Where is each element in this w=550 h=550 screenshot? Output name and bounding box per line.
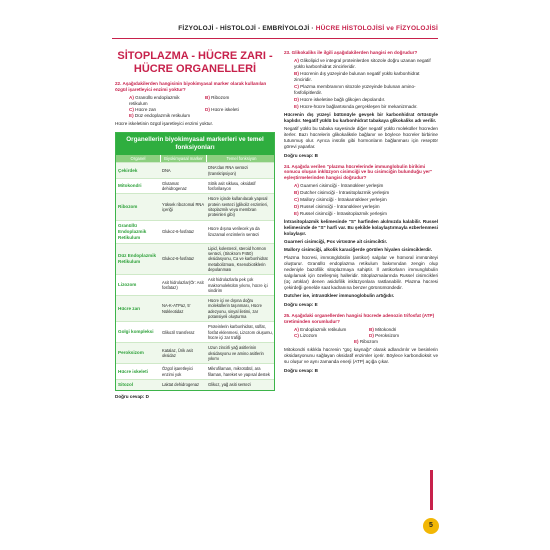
header-rule: [112, 38, 438, 39]
function-cell: Hücre dışına verilecek ya da lizozamal enzimlerin sentezi: [208, 226, 260, 237]
explanation: Hücrenin dış yüzeyi bütünüyle gevşek bir karbonhidrat örtüsüyle kaplıdır. Negatif yüklü bu karbonhidrat tabakaya glikokaliks adı verilir.: [284, 111, 438, 123]
header-title: FİZYOLOJİ - HİSTOLOJİ - EMBRİYOLOJİ · HÜCRE HİSTOLOJİSİ ve FİZYOLOJİSİ: [178, 25, 438, 32]
right-column: [284, 50, 438, 374]
function-cell: Asit hidrolazlarla pek çok makromolekülün yıkımı, hücre içi sindirim: [208, 277, 268, 293]
question-25: 25. Aşağıdaki organellerden hangisi hücrede adenozin trifosfat (ATP) üretiminden sorumludur? A) Endoplazmik retikulum B) Mitokondri C) Lizozom D) Peroksizom E) Ribozom Mitokondri sıklıkla hücrenin "güç kaynağı" olarak adlandırılır ve besinlerin oksidasyonunu sağlayan oksidatif enzimler içerir. Böylece karbondioksit ve su oluşur ve aynı zamanda enerji (ATP) açığa çıkar. Doğru cevap: B: [284, 312, 438, 373]
organelle-cell: Golgi kompleksi: [118, 329, 154, 335]
table-row: [116, 274, 274, 295]
table-row: [116, 178, 274, 194]
marker-cell: Asit hidrolazlar(Ör: Asit fosfataz): [162, 279, 204, 291]
organelle-cell: Peroksizom: [118, 350, 144, 356]
organelle-cell: Ribozom: [118, 204, 138, 210]
function-cell: Lipid, kolesterol, steroid hormon sentezi, (Sitokrom P450) oksidasyonu, Ca ve karbonhidrat metabolizması, Ksenobiotiklerin depolanması: [208, 245, 268, 272]
organelle-table: [115, 132, 275, 391]
table-body: [116, 162, 274, 390]
answer: Doğru cevap: B: [284, 367, 318, 373]
marker-cell: Özgül işaretleyici enzimi yok: [162, 366, 193, 377]
organelle-cell: Hücre zarı: [118, 305, 141, 311]
table-row: [116, 162, 274, 178]
function-cell: Hücre içinde kullanılacak yapısal protein sentezi (glikoliz enzimleri, sitoplazmik veya membran proteinleri gibi): [208, 196, 269, 218]
answer: Doğru cevap: B: [284, 152, 318, 158]
marker-cell: Glutamat dehidrogenaz: [162, 180, 187, 192]
left-column: [115, 44, 275, 400]
table-row: [116, 243, 274, 275]
table-row: [116, 363, 274, 379]
table-columns: [116, 155, 274, 162]
organelle-cell: Sitozol: [118, 381, 134, 387]
explanation: Hücre iskeletinin özgül işaretleyici enzimi yoktur.: [115, 121, 214, 127]
marker-cell: Yüksek ribozomal RNA içeriği: [162, 201, 204, 213]
options-23: A) Glikolipid ve integral proteinlerden sitozole doğru uzanan negatif yüklü karbonhidrat zincirleridir. B) Hücrenin dış yüzeyinde bulunan negatif yüklü karbonhidrat zinciridir. C) Plazma membranının sitozole yüzeyinde bulunan amino-fosfolipitlerdir. D) Hücre iskeletine bağlı glikojen depolarıdır. E) Hücre-hücre bağlantısında gerçekleşen bir mekanizmadır.: [294, 57, 431, 109]
column-header: Temel fonksiyon: [206, 155, 276, 162]
explanation: Guarneri cisimciği, Pox virüsüne ait cisimciktir.: [284, 239, 388, 245]
table-heading: Organellerin biyokimyasal markerleri ve temel fonksiyonları: [116, 133, 274, 155]
explanation: Plazma hücresi, immünglobülin (antikor) salgılar ve hümoral immüniteyi oluşturur. Granüllü endoplazma retikulum bakımından zengin olup nedeniyle bazofilik sitoplazmaya sahiptir. İl antikorların immunglobulin salgılamak için özelleşmiş halleridir. Sitoplazmalarında Russel cisimcikleri (üç artıklar) denen asidofilik inklüzyonlara rastlanabilir. Plazma hücresi çekirdeği genelde saat kadranına benzer görünümündedir.: [284, 255, 438, 290]
explanation: İntrasitoplazmik kelimesinde "S" harfinden akılmızda kalabilir. Russel kelimesinde de "S" harfi var. Bu şekilde kolaylaştırmayla ezberlenmesi kolaylaşır.: [284, 219, 438, 237]
function-cell: Sitrik asit siklusu, oksidatif fosforilasyon: [208, 180, 256, 192]
page-edge-bar: [430, 470, 433, 510]
options-24: A) Guarneri cisimciği - İntranükleer yerleşim B) Dutcher cisimciği - İntrasitoplazmik yerleşim C) Mallory cisimciği - İntrakarnükleer yerleşim D) Russel cisimciği - İntranükleer yerleşim E) Russel cisimciği - İntrasitoplazmik yerleşim: [294, 183, 390, 217]
marker-cell: Glikozil transferaz: [162, 329, 195, 335]
marker-cell: Glukoz-6-fosfataz: [162, 229, 195, 235]
marker-cell: Laktat dehidrogenaz: [162, 382, 200, 388]
organelle-cell: Granüllü Endoplazmik Retikulum: [118, 222, 147, 240]
explanation: Mallory cisimciği, alkolik karaciğerde görülen hiyalen cisimciklerdir.: [284, 247, 433, 253]
question-23: 23. Glikokaliks ile ilgili aşağıdakilerden hangisi en doğrudur? A) Glikolipid ve integral proteinlerden sitozole doğru uzanan negatif yüklü karbonhidrat zincirleridir. B) Hücrenin dış yüzeyinde bulunan negatif yüklü karbonhidrat zinciridir. C) Plazma membranının sitozole yüzeyinde bulunan amino-fosfolipitlerdir. D) Hücre iskeletine bağlı glikojen depolarıdır. E) Hücre-hücre bağlantısında gerçekleşen bir mekanizmadır. Hücrenin dış yüzeyi bütünüyle gevşek bir karbonhidrat örtüsüyle kaplıdır. Negatif yüklü bu karbonhidrat tabakaya glikokaliks adı verilir. Negatif yüklü bu tabaka sayesinde diğer negatif yüklü moleküller hücreden iterler. Bazı hücrelerin glikokaliksle bağlanır ve böylece hücreler birbirine tutunmuş olur. Ayrıca insülin gibi hormonların bağlanması için reseptör görevi yaparlar. Doğru cevap: B: [284, 50, 438, 158]
marker-cell: Glukoz-6-fosfataz: [162, 256, 195, 262]
table-row: [116, 342, 274, 363]
page-number-badge: 5: [423, 518, 439, 534]
table-row: [116, 379, 274, 390]
marker-cell: DNA: [162, 167, 171, 173]
function-cell: DNA'dan RNA sentezi (transkripsiyon): [208, 165, 248, 176]
organelle-cell: Lizozom: [118, 282, 137, 288]
marker-cell: NA-K-ATPaz, 5' Nükleotidaz: [162, 303, 191, 314]
table-row: [116, 295, 274, 321]
marker-cell: Katalaz, Ürik asit oksidaz: [162, 347, 193, 359]
column-header: Organel: [130, 155, 146, 161]
function-cell: Hücre içi ve dışına doğru moleküllerin taşınması, Hücre adezyonu, sinyal iletimi, zar potansiyeli oluşturma: [208, 298, 262, 320]
function-cell: Uzun zincirli yağ asitlerinin oksidasyonu ve amino asitlerin yıkımı: [208, 345, 264, 361]
answer: Doğru cevap: D: [115, 393, 149, 399]
function-cell: Mikrofilaman, mikrotübül, ara filaman, hareket ve yapısal destek: [208, 366, 270, 377]
column-header: Biyokimyasal marker: [160, 155, 206, 162]
explanation: Dutcher ise, intranükleer immunoglobulin artığıdır.: [284, 292, 395, 298]
explanation: Negatif yüklü bu tabaka sayesinde diğer negatif yüklü moleküller hücreden iterler. Bazı hücrelerin glikokaliksle bağlanır ve böylece hücreler birbirine tutunmuş olur. Ayrıca insülin gibi hormonların bağlanması için reseptör görevi yaparlar.: [284, 125, 438, 149]
page-header: [0, 14, 550, 32]
function-cell: Glikoz, yağ asiti sentezi: [208, 382, 251, 388]
organelle-cell: Düz Endoplazmik Retikulum: [118, 252, 157, 264]
question-22: 22. Aşağıdakilerden hangisinin biyokimyasal marker olarak kullanılan özgül işaretleyici enzimi yoktur? A) Granüllü endoplazmik retikulum B) Ribozom C) Hücre zarı D) Hücre iskeleti E) Düz endoplazmik retikulum Hücre iskeletinin özgül işaretleyici enzimi yoktur.: [115, 81, 275, 127]
function-cell: Proteinlerin karbonhidrat, sülfat, fosfat eklenmesi, Lizozom oluşumu, hücre içi zar trafiği: [208, 324, 273, 341]
table-row: [116, 220, 274, 243]
answer: Doğru cevap: E: [284, 301, 318, 307]
options-22: A) Granüllü endoplazmik retikulum B) Ribozom C) Hücre zarı D) Hücre iskeleti E) Düz endoplazmik retikulum: [129, 95, 239, 119]
question-text: Aşağıdakilerden hangisinin biyokimyasal marker olarak kullanılan özgül işaretleyici enzimi yoktur?: [115, 81, 267, 93]
options-25: A) Endoplazmik retikulum B) Mitokondri C) Lizozom D) Peroksizom E) Ribozom: [294, 326, 400, 344]
table-row: [116, 321, 274, 342]
organelle-cell: Mitokondri: [118, 183, 142, 189]
explanation: Mitokondri sıklıkla hücrenin "güç kaynağı" olarak adlandırılır ve besinlerin oksidasyonunu sağlayan oksidatif enzimler içerir. Böylece karbondioksit ve su oluşur ve aynı zamanda enerji (ATP) açığa çıkar.: [284, 346, 438, 364]
organelle-cell: Hücre iskeleti: [118, 368, 148, 374]
chapter-title: SİTOPLAZMA - HÜCRE ZARI - HÜCRE ORGANELLERİ: [117, 50, 273, 75]
organelle-cell: Çekirdek: [118, 167, 138, 173]
table-row: [116, 193, 274, 219]
question-24: 24. Aşağıda verilen "plazma hücrelerinde immunglobulin birikimi sonucu oluşan inklüzyon cisimciği ve bu cisimciğin bulunduğu yer" eşleştirmelerinden hangisi doğrudur? A) Guarneri cisimciği - İntranükleer yerleşim B) Dutcher cisimciği - İntrasitoplazmik yerleşim C) Mallory cisimciği - İntrakarnükleer yerleşim D) Russel cisimciği - İntranükleer yerleşim E) Russel cisimciği - İntrasitoplazmik yerleşim İntrasitoplazmik kelimesinde "S" harfinden akılmızda kalabilir. Russel kelimesinde de "S" harfi var. Bu şekilde kolaylaştırmayla ezberlenmesi kolaylaşır. Guarneri cisimciği, Pox virüsüne ait cisimciktir. Mallory cisimciği, alkolik karaciğerde görülen hiyalen cisimciklerdir. Plazma hücresi, immünglobülin (antikor) salgılar ve hümoral immüniteyi oluşturur. Granüllü endoplazma retikulum bakımından zengin olup nedeniyle bazofilik sitoplazmaya sahiptir. İl antikorların immunglobulin salgılamak için özelleşmiş halleridir. Sitoplazmalarında Russel cisimcikleri (üç artıklar) denen asidofilik inklüzyonlara rastlanabilir. Plazma hücresi çekirdeği genelde saat kadranına benzer görünümündedir. Dutcher ise, intranükleer immunoglobulin artığıdır. Doğru cevap: E: [284, 163, 438, 307]
